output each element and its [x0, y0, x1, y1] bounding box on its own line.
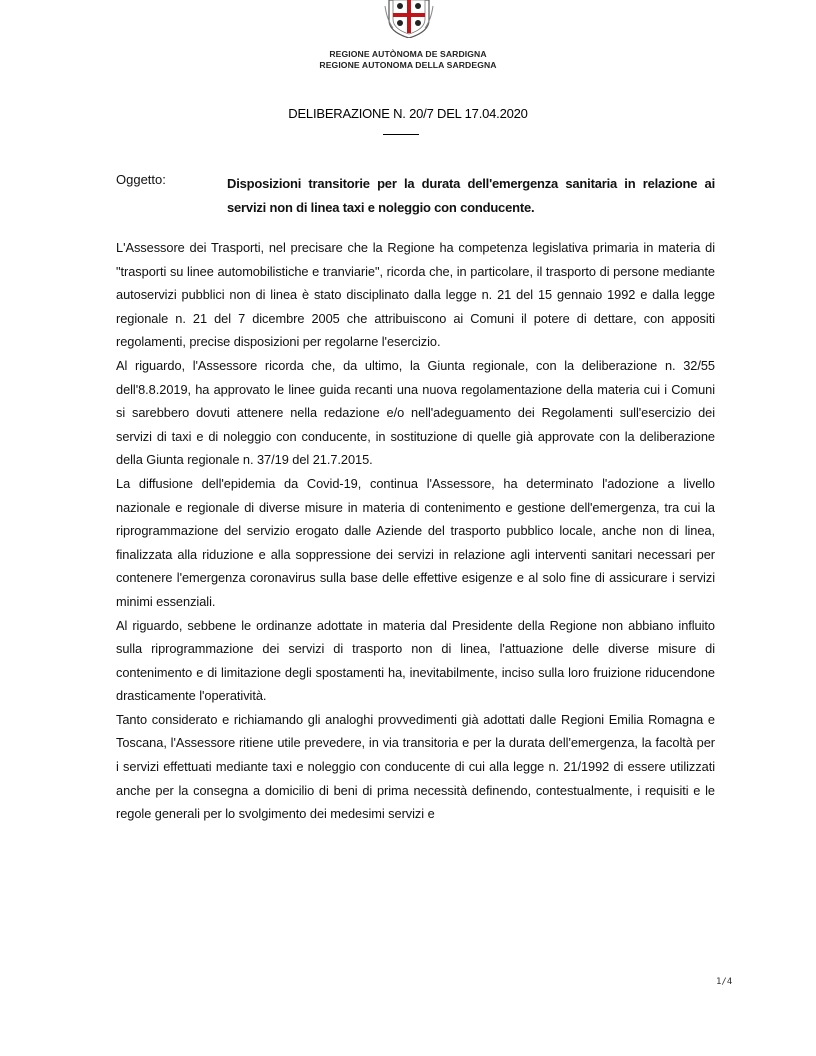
- paragraph: La diffusione dell'epidemia da Covid-19, continua l'Assessore, ha determinato l'adozione a livello nazionale e regionale di diverse misure in materia di contenimento e gestione dell'emergenza, tra cui la riprogrammazione del servizio erogato dalle Aziende del trasporto pubblico locale, anche non di linea, finalizzata alla riduzione e alla soppressione dei servizi in relazione agli interventi sanitari necessari per contenere l'emergenza coronavirus sulla base delle effettive esigenze e al solo fine di assicurare i servizi minimi essenziali.: [116, 475, 715, 609]
- paragraph: Al riguardo, l'Assessore ricorda che, da ultimo, la Giunta regionale, con la deliberazione n. 32/55 dell'8.8.2019, ha approvato le linee guida recanti una nuova regolamentazione della materia cui i Comuni si sarebbero dovuti attenere nella redazione e/o nell'adeguamento dei Regolamenti sull'esercizio dei servizi di taxi e di noleggio con conducente, in sostituzione di quelle già approvate con la deliberazione della Giunta regionale n. 37/19 del 21.7.2015.: [116, 357, 715, 468]
- page-number: 1/4: [716, 977, 733, 987]
- paragraph: L'Assessore dei Trasporti, nel precisare che la Regione ha competenza legislativa primaria in materia di "trasporti su linee automobilistiche e tranviarie", ricorda che, in particolare, il trasporto di persone mediante autoservizi pubblici non di linea è stato disciplinato dalla legge n. 21 del 15 gennaio 1992 e dalla legge regionale n. 21 del 7 dicembre 2005 che attribuiscono ai Comuni il potere di dettare, con appositi regolamenti, precise disposizioni per regolarne l'esercizio.: [116, 240, 715, 350]
- paragraph: Tanto considerato e richiamando gli analoghi provvedimenti già adottati dalle Regioni Emilia Romagna e Toscana, l'Assessore ritiene utile prevedere, in via transitoria e per la durata dell'emergenza, la facoltà per i servizi effettuati mediante taxi e noleggio con conducente di cui alla legge n. 21/1992 di essere utilizzati anche per la consegna a domicilio di beni di prima necessità definendo, contestualmente, i requisiti e le regole generali per lo svolgimento dei medesimi servizi e: [116, 711, 715, 822]
- region-name-italian: REGIONE AUTONOMA DELLA SARDEGNA: [319, 60, 497, 70]
- title-underline: [383, 134, 419, 135]
- document-body: [116, 236, 715, 826]
- region-name-sardinian: REGIONE AUTÒNOMA DE SARDIGNA: [329, 49, 487, 59]
- subject-text: Disposizioni transitorie per la durata dell'emergenza sanitaria in relazione ai servizi non di linea taxi e noleggio con conducente.: [227, 176, 715, 215]
- deliberation-title: DELIBERAZIONE N. 20/7 DEL 17.04.2020: [288, 106, 528, 121]
- paragraph: Al riguardo, sebbene le ordinanze adottate in materia dal Presidente della Regione non abbiano influito sulla riprogrammazione dei servizi di trasporto non di linea, l'attuazione delle diverse misure di contenimento e di limitazione degli spostamenti ha, inevitabilmente, inciso sulla loro fruizione riducendone drasticamente l'operatività.: [116, 617, 715, 704]
- subject-label: Oggetto:: [116, 172, 166, 187]
- sardinia-crest-icon: [383, 0, 435, 38]
